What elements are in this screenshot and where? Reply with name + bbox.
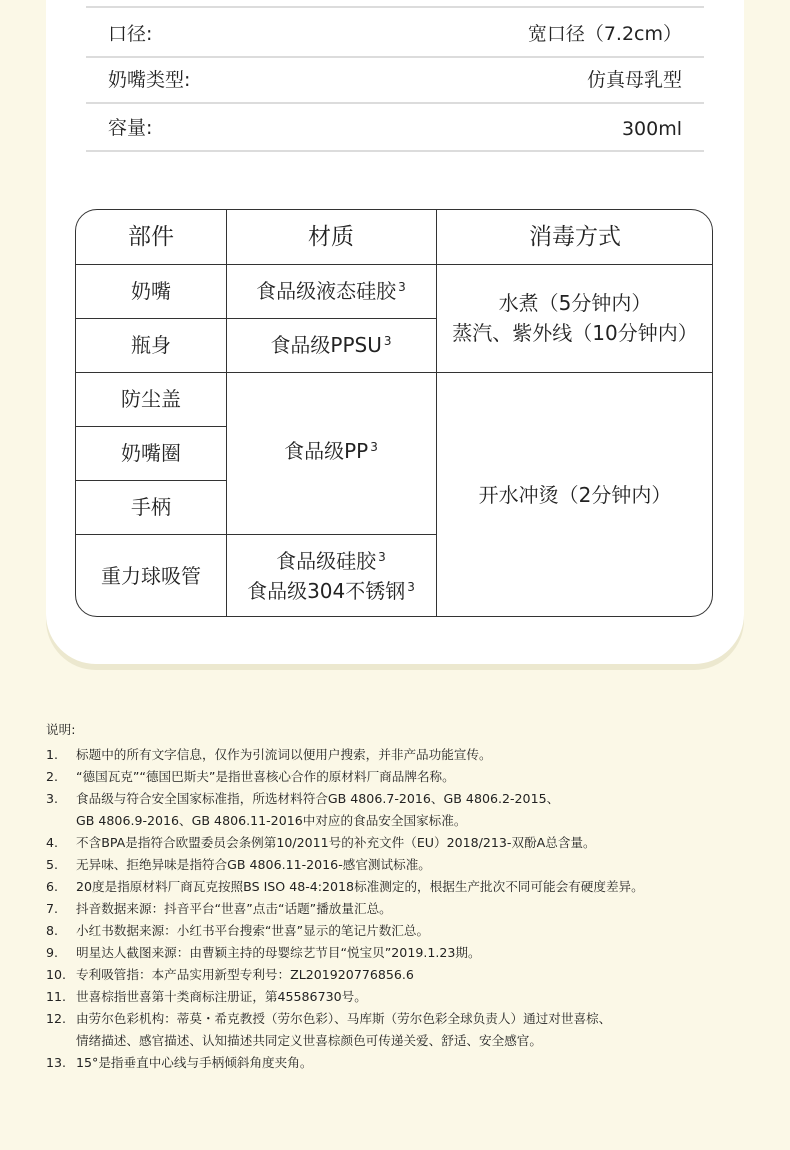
note-item [46,832,766,854]
material-cell [226,534,436,617]
note-number: 5. [46,857,59,872]
spec-row-caliber [86,8,704,58]
note-text: 无异味、拒绝异味是指符合GB 4806.11-2016-感官测试标准。 [76,857,431,872]
note-text: 由劳尔色彩机构：蒂莫・希克教授（劳尔色彩）、马库斯（劳尔色彩全球负责人）通过对世喜棕、 [76,1011,612,1026]
spec-value: 300ml [621,118,682,140]
note-item [46,766,766,788]
note-item [46,964,766,986]
note-text: 15°是指垂直中心线与手柄倾斜角度夹角。 [76,1055,313,1070]
material-text: 食品级PPSU [270,333,382,357]
material-cell [226,372,436,534]
material-cell [226,318,436,372]
spec-row-capacity [86,102,704,152]
note-number: 1. [46,747,59,762]
note-text: GB 4806.9-2016、GB 4806.11-2016中对应的食品安全国家标准。 [76,813,467,828]
spec-label: 口径: [108,23,153,45]
method-text: 蒸汽、紫外线（10分钟内） [452,321,698,345]
notes-title: 说明: [46,722,76,737]
note-item [46,788,766,832]
note-text: 明星达人截图来源：由曹颖主持的母婴综艺节目“悦宝贝”2019.1.23期。 [76,945,481,960]
part-cell: 重力球吸管 [101,564,201,588]
spec-value: 仿真母乳型 [586,69,682,91]
note-item [46,942,766,964]
spec-value: 宽口径（7.2cm） [527,23,682,45]
note-item [46,744,766,766]
note-number: 12. [46,1011,67,1026]
spec-label: 奶嘴类型: [108,69,191,91]
note-text: 标题中的所有文字信息，仅作为引流词以便用户搜索，并非产品功能宣传。 [76,747,492,762]
note-number: 4. [46,835,59,850]
method-text: 水煮（5分钟内） [498,291,652,315]
note-text: 小红书数据来源：小红书平台搜索“世喜”显示的笔记片数汇总。 [76,923,430,938]
note-text: 专利吸管指：本产品实用新型专利号：ZL201920776856.6 [76,967,414,982]
note-number: 10. [46,967,67,982]
part-cell: 奶嘴 [131,279,171,303]
method-cell [436,264,713,372]
footnote-mark: 3 [407,580,415,594]
note-number: 6. [46,879,59,894]
footnote-mark: 3 [378,550,386,564]
note-item [46,898,766,920]
notes-list [46,744,766,1074]
note-text: 不含BPA是指符合欧盟委员会条例第10/2011号的补充文件（EU）2018/213-双酚A总含量。 [76,835,596,850]
note-item [46,876,766,898]
note-number: 13. [46,1055,67,1070]
note-text: 抖音数据来源：抖音平台“世喜”点击“话题”播放量汇总。 [76,901,392,916]
note-item [46,1008,766,1052]
table-header: 消毒方式 [529,224,621,250]
note-text: 食品级与符合安全国家标准指，所选材料符合GB 4806.7-2016、GB 4806.2-2015、 [76,791,560,806]
note-number: 11. [46,989,67,1004]
material-cell [226,264,436,318]
material-text: 食品级PP [284,439,369,463]
note-text: 20度是指原材料厂商瓦克按照BS ISO 48-4:2018标准测定的，根据生产批次不同可能会有硬度差异。 [76,879,644,894]
note-number: 8. [46,923,59,938]
note-number: 9. [46,945,59,960]
part-cell: 防尘盖 [121,387,181,411]
note-item [46,854,766,876]
footnote-mark: 3 [398,280,406,294]
materials-table [75,209,713,617]
note-text: 情绪描述、感官描述、认知描述共同定义世喜棕颜色可传递关爱、舒适、安全感官。 [76,1033,542,1048]
spec-label: 容量: [108,117,153,139]
footnote-mark: 3 [383,334,392,348]
table-header: 部件 [128,224,174,250]
method-cell [436,372,713,617]
material-text: 食品级硅胶 [276,549,377,573]
part-cell: 奶嘴圈 [121,441,181,465]
note-number: 7. [46,901,59,916]
note-item [46,920,766,942]
method-text: 开水冲烫（2分钟内） [478,483,672,507]
note-item [46,1052,766,1074]
spec-row-nipple-type [86,54,704,104]
note-number: 3. [46,791,59,806]
notes-section [46,720,766,1074]
note-text: 世喜棕指世喜第十类商标注册证，第45586730号。 [76,989,367,1004]
note-number: 2. [46,769,59,784]
material-text: 食品级304不锈钢 [247,579,406,603]
material-text: 食品级液态硅胶 [256,279,397,303]
footnote-mark: 3 [370,440,378,454]
part-cell: 瓶身 [131,333,171,357]
note-item [46,986,766,1008]
part-cell: 手柄 [131,495,171,519]
table-header: 材质 [308,224,354,250]
note-text: “德国瓦克”“德国巴斯夫”是指世喜核心合作的原材料厂商品牌名称。 [76,769,455,784]
